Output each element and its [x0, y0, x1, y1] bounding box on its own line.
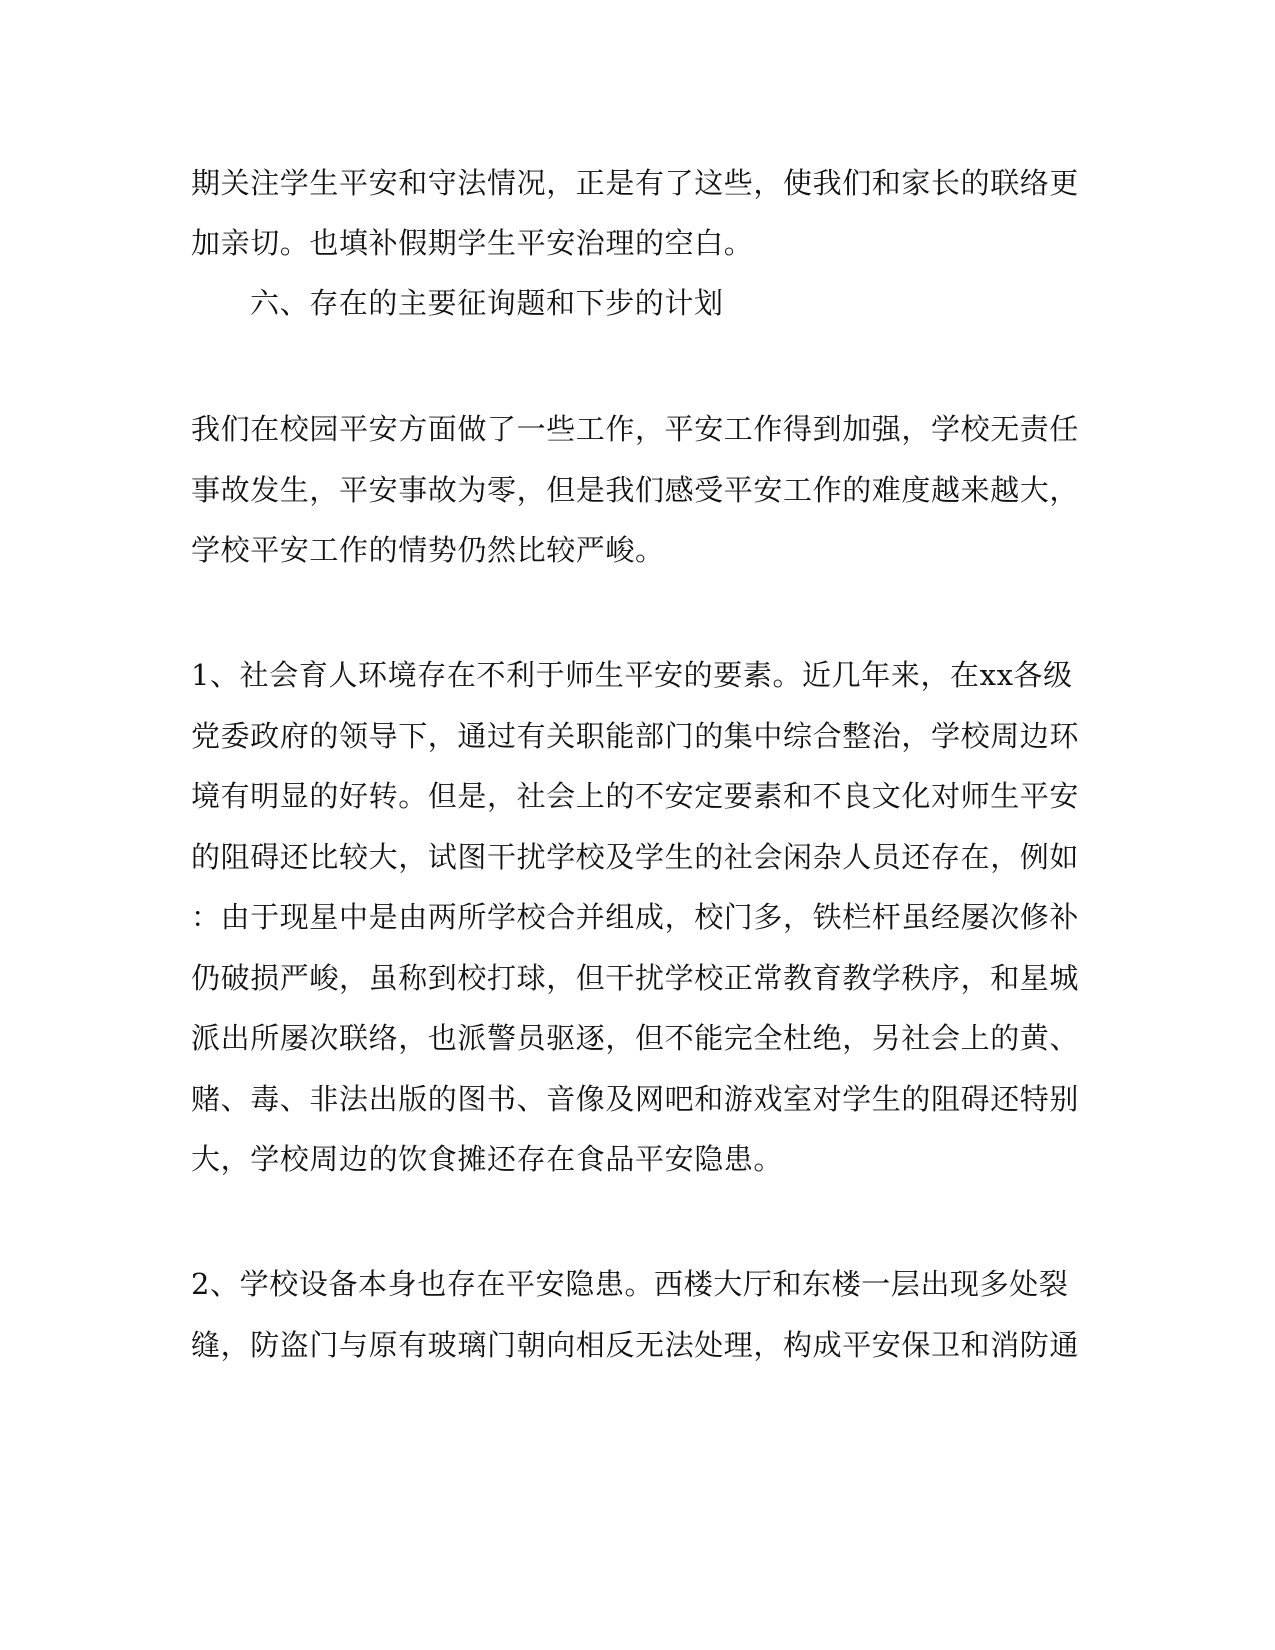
list-item-line: 2、学校设备本身也存在平安隐患。西楼大厅和东楼一层出现多处裂 — [191, 1267, 1069, 1301]
list-item-line: 境有明显的好转。但是，社会上的不安定要素和不良文化对师生平安 — [191, 779, 1080, 813]
list-item-line: 派出所屡次联络，也派警员驱逐，但不能完全杜绝，另社会上的黄、 — [191, 1021, 1080, 1055]
list-item-line: 大，学校周边的饮食摊还存在食品平安隐患。 — [191, 1142, 784, 1176]
list-item-line: ：由于现星中是由两所学校合并组成，校门多，铁栏杆虽经屡次修补 — [191, 900, 1080, 934]
list-item-line: 1、社会育人环境存在不利于师生平安的要素。近几年来，在xx各级 — [191, 658, 1073, 692]
section-heading: 六、存在的主要征询题和下步的计划 — [250, 286, 724, 320]
paragraph-line: 期关注学生平安和守法情况，正是有了这些，使我们和家长的联络更 — [191, 166, 1080, 200]
list-item-line: 赌、毒、非法出版的图书、音像及网吧和游戏室对学生的阻碍还特别 — [191, 1082, 1080, 1116]
paragraph-line: 学校平安工作的情势仍然比较严峻。 — [191, 533, 665, 567]
paragraph-line: 事故发生，平安事故为零，但是我们感受平安工作的难度越来越大， — [191, 473, 1080, 507]
paragraph-line: 加亲切。也填补假期学生平安治理的空白。 — [191, 226, 754, 260]
list-item-line: 党委政府的领导下，通过有关职能部门的集中综合整治，学校周边环 — [191, 719, 1080, 753]
paragraph-line: 我们在校园平安方面做了一些工作，平安工作得到加强，学校无责任 — [191, 412, 1080, 446]
list-item-line: 缝，防盗门与原有玻璃门朝向相反无法处理，构成平安保卫和消防通 — [191, 1328, 1080, 1362]
list-item-line: 仍破损严峻，虽称到校打球，但干扰学校正常教育教学秩序，和星城 — [191, 961, 1080, 995]
list-item-line: 的阻碍还比较大，试图干扰学校及学生的社会闲杂人员还存在，例如 — [191, 840, 1080, 874]
